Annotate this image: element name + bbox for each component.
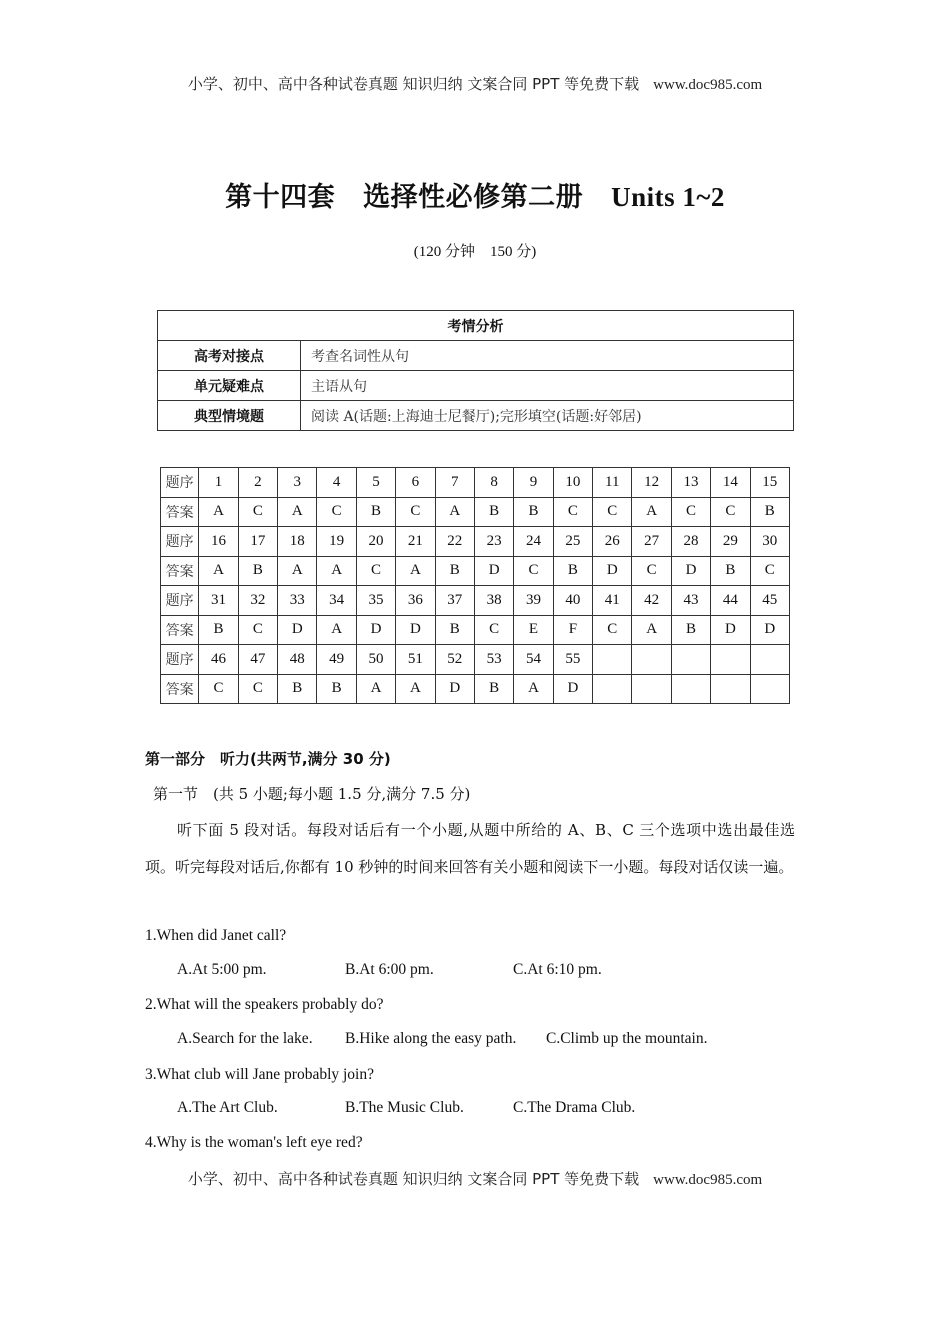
question-number-cell: 40: [553, 586, 592, 616]
answer-cell: C: [514, 556, 553, 586]
question-number-cell: 15: [750, 468, 789, 498]
answer-cell: C: [750, 556, 789, 586]
answer-cell: [711, 674, 750, 704]
analysis-row: [158, 401, 794, 431]
answer-cell: [593, 674, 632, 704]
row-label: 题序: [161, 527, 199, 557]
question-number-cell: 7: [435, 468, 474, 498]
page-footer: [0, 1168, 950, 1189]
answer-cell: A: [514, 674, 553, 704]
question-number-row: [161, 468, 790, 498]
answer-cell: B: [278, 674, 317, 704]
answer-cell: [750, 674, 789, 704]
answer-cell: C: [199, 674, 238, 704]
question-number-cell: 31: [199, 586, 238, 616]
question-number-cell: 37: [435, 586, 474, 616]
page-title: [0, 175, 950, 214]
question-number-cell: 32: [238, 586, 277, 616]
question-number-cell: 5: [356, 468, 395, 498]
question-number-cell: 53: [474, 645, 513, 675]
analysis-row: [158, 341, 794, 371]
question-number-cell: 33: [278, 586, 317, 616]
option-a: A.At 5:00 pm.: [177, 961, 267, 978]
question-number-cell: 3: [278, 468, 317, 498]
question-3: 3.What club will Jane probably join?: [145, 1066, 374, 1083]
question-number-cell: 30: [750, 527, 789, 557]
answer-cell: A: [396, 556, 435, 586]
footer-url: www.doc985.com: [653, 1172, 763, 1188]
answer-cell: C: [238, 497, 277, 527]
question-number-cell: 44: [711, 586, 750, 616]
answer-cell: [671, 674, 710, 704]
answer-cell: D: [711, 615, 750, 645]
question-number-cell: 9: [514, 468, 553, 498]
answer-cell: A: [278, 497, 317, 527]
analysis-label: 高考对接点: [158, 341, 301, 371]
question-number-row: [161, 645, 790, 675]
question-4: 4.Why is the woman's left eye red?: [145, 1134, 363, 1151]
instructions-paragraph: 听下面 5 段对话。每段对话后有一个小题,从题中所给的 A、B、C 三个选项中选出最佳选项。听完每段对话后,你都有 10 秒钟的时间来回答有关小题和阅读下一小题。每段对话仅读一遍。: [145, 821, 795, 876]
answer-row: [161, 674, 790, 704]
question-number-cell: 19: [317, 527, 356, 557]
question-number-cell: 38: [474, 586, 513, 616]
question-number-cell: 54: [514, 645, 553, 675]
answer-cell: D: [750, 615, 789, 645]
answer-cell: C: [396, 497, 435, 527]
answer-cell: F: [553, 615, 592, 645]
answer-cell: D: [435, 674, 474, 704]
question-number-cell: 22: [435, 527, 474, 557]
answer-cell: C: [317, 497, 356, 527]
row-label: 答案: [161, 556, 199, 586]
question-number-cell: [711, 645, 750, 675]
row-label: 答案: [161, 497, 199, 527]
question-number-cell: [750, 645, 789, 675]
answer-key-table: [160, 467, 790, 704]
question-number-cell: 29: [711, 527, 750, 557]
subsection-title: 第一节 (共 5 小题;每小题 1.5 分,满分 7.5 分): [153, 785, 471, 803]
question-number-cell: 17: [238, 527, 277, 557]
question-2: 2.What will the speakers probably do?: [145, 996, 384, 1013]
question-number-cell: 11: [593, 468, 632, 498]
answer-cell: A: [199, 556, 238, 586]
answer-cell: C: [593, 497, 632, 527]
question-number-cell: 12: [632, 468, 671, 498]
question-number-cell: 2: [238, 468, 277, 498]
answer-cell: C: [238, 615, 277, 645]
analysis-table: [157, 310, 794, 431]
answer-cell: E: [514, 615, 553, 645]
question-number-row: [161, 527, 790, 557]
answer-cell: B: [199, 615, 238, 645]
question-number-cell: 43: [671, 586, 710, 616]
answer-cell: D: [356, 615, 395, 645]
answer-cell: A: [317, 615, 356, 645]
answer-row: [161, 615, 790, 645]
question-number-cell: 27: [632, 527, 671, 557]
analysis-value: 阅读 A(话题:上海迪士尼餐厅);完形填空(话题:好邻居): [301, 401, 794, 431]
answer-cell: C: [553, 497, 592, 527]
row-label: 题序: [161, 645, 199, 675]
question-number-cell: 13: [671, 468, 710, 498]
question-number-cell: 6: [396, 468, 435, 498]
question-number-cell: 4: [317, 468, 356, 498]
answer-cell: D: [671, 556, 710, 586]
question-number-cell: 23: [474, 527, 513, 557]
answer-cell: D: [553, 674, 592, 704]
answer-cell: B: [474, 674, 513, 704]
question-number-cell: 47: [238, 645, 277, 675]
answer-cell: D: [396, 615, 435, 645]
question-number-cell: 16: [199, 527, 238, 557]
question-number-row: [161, 586, 790, 616]
analysis-value: 考查名词性从句: [301, 341, 794, 371]
answer-row: [161, 497, 790, 527]
question-number-cell: 34: [317, 586, 356, 616]
title-book: 选择性必修第二册: [363, 182, 584, 212]
question-number-cell: 10: [553, 468, 592, 498]
answer-cell: C: [671, 497, 710, 527]
analysis-label: 典型情境题: [158, 401, 301, 431]
row-label: 题序: [161, 468, 199, 498]
answer-cell: C: [238, 674, 277, 704]
answer-cell: B: [671, 615, 710, 645]
answer-cell: D: [593, 556, 632, 586]
question-number-cell: 51: [396, 645, 435, 675]
answer-cell: A: [199, 497, 238, 527]
answer-cell: A: [435, 497, 474, 527]
question-number-cell: 25: [553, 527, 592, 557]
answer-cell: C: [593, 615, 632, 645]
answer-cell: C: [474, 615, 513, 645]
question-number-cell: 39: [514, 586, 553, 616]
answer-cell: D: [278, 615, 317, 645]
option-b: B.At 6:00 pm.: [345, 961, 434, 978]
answer-cell: C: [711, 497, 750, 527]
answer-cell: B: [514, 497, 553, 527]
question-1: 1.When did Janet call?: [145, 927, 287, 944]
answer-cell: D: [474, 556, 513, 586]
question-number-cell: 42: [632, 586, 671, 616]
question-number-cell: 21: [396, 527, 435, 557]
answer-cell: A: [356, 674, 395, 704]
answer-cell: A: [632, 497, 671, 527]
answer-cell: A: [396, 674, 435, 704]
answer-cell: C: [632, 556, 671, 586]
answer-cell: C: [356, 556, 395, 586]
question-number-cell: 48: [278, 645, 317, 675]
question-number-cell: 41: [593, 586, 632, 616]
question-number-cell: 14: [711, 468, 750, 498]
question-number-cell: 1: [199, 468, 238, 498]
title-set: 第十四套: [225, 182, 336, 212]
row-label: 答案: [161, 674, 199, 704]
question-number-cell: 55: [553, 645, 592, 675]
answer-cell: A: [632, 615, 671, 645]
header-url: www.doc985.com: [653, 77, 763, 93]
question-number-cell: 8: [474, 468, 513, 498]
row-label: 题序: [161, 586, 199, 616]
question-number-cell: 20: [356, 527, 395, 557]
answer-cell: B: [474, 497, 513, 527]
answer-row: [161, 556, 790, 586]
question-number-cell: 18: [278, 527, 317, 557]
question-number-cell: 49: [317, 645, 356, 675]
question-number-cell: 26: [593, 527, 632, 557]
answer-cell: A: [278, 556, 317, 586]
section-title: 第一部分 听力(共两节,满分 30 分): [145, 750, 391, 768]
question-number-cell: 46: [199, 645, 238, 675]
question-number-cell: 28: [671, 527, 710, 557]
analysis-label: 单元疑难点: [158, 371, 301, 401]
option-b: B.The Music Club.: [345, 1099, 464, 1116]
option-c: C.At 6:10 pm.: [513, 961, 602, 978]
option-a: A.The Art Club.: [177, 1099, 278, 1116]
answer-cell: B: [750, 497, 789, 527]
answer-cell: B: [317, 674, 356, 704]
answer-cell: B: [356, 497, 395, 527]
answer-cell: A: [317, 556, 356, 586]
question-number-cell: 45: [750, 586, 789, 616]
option-c: C.Climb up the mountain.: [546, 1030, 708, 1047]
analysis-heading: 考情分析: [158, 311, 794, 341]
footer-text: 小学、初中、高中各种试卷真题 知识归纳 文案合同 PPT 等免费下载: [187, 1170, 640, 1188]
answer-cell: B: [435, 615, 474, 645]
question-number-cell: 36: [396, 586, 435, 616]
option-b: B.Hike along the easy path.: [345, 1030, 517, 1047]
option-a: A.Search for the lake.: [177, 1030, 313, 1047]
header-text: 小学、初中、高中各种试卷真题 知识归纳 文案合同 PPT 等免费下载: [187, 75, 640, 93]
question-number-cell: [671, 645, 710, 675]
answer-cell: B: [238, 556, 277, 586]
answer-cell: B: [435, 556, 474, 586]
question-number-cell: 52: [435, 645, 474, 675]
answer-cell: B: [553, 556, 592, 586]
row-label: 答案: [161, 615, 199, 645]
analysis-value: 主语从句: [301, 371, 794, 401]
question-number-cell: [593, 645, 632, 675]
answer-cell: [632, 674, 671, 704]
question-number-cell: 50: [356, 645, 395, 675]
question-number-cell: 24: [514, 527, 553, 557]
option-c: C.The Drama Club.: [513, 1099, 636, 1116]
analysis-row: [158, 371, 794, 401]
page-header: [0, 73, 950, 94]
title-units: Units 1~2: [611, 182, 725, 212]
exam-duration-score: (120 分钟 150 分): [413, 244, 537, 260]
answer-cell: B: [711, 556, 750, 586]
question-number-cell: 35: [356, 586, 395, 616]
question-number-cell: [632, 645, 671, 675]
